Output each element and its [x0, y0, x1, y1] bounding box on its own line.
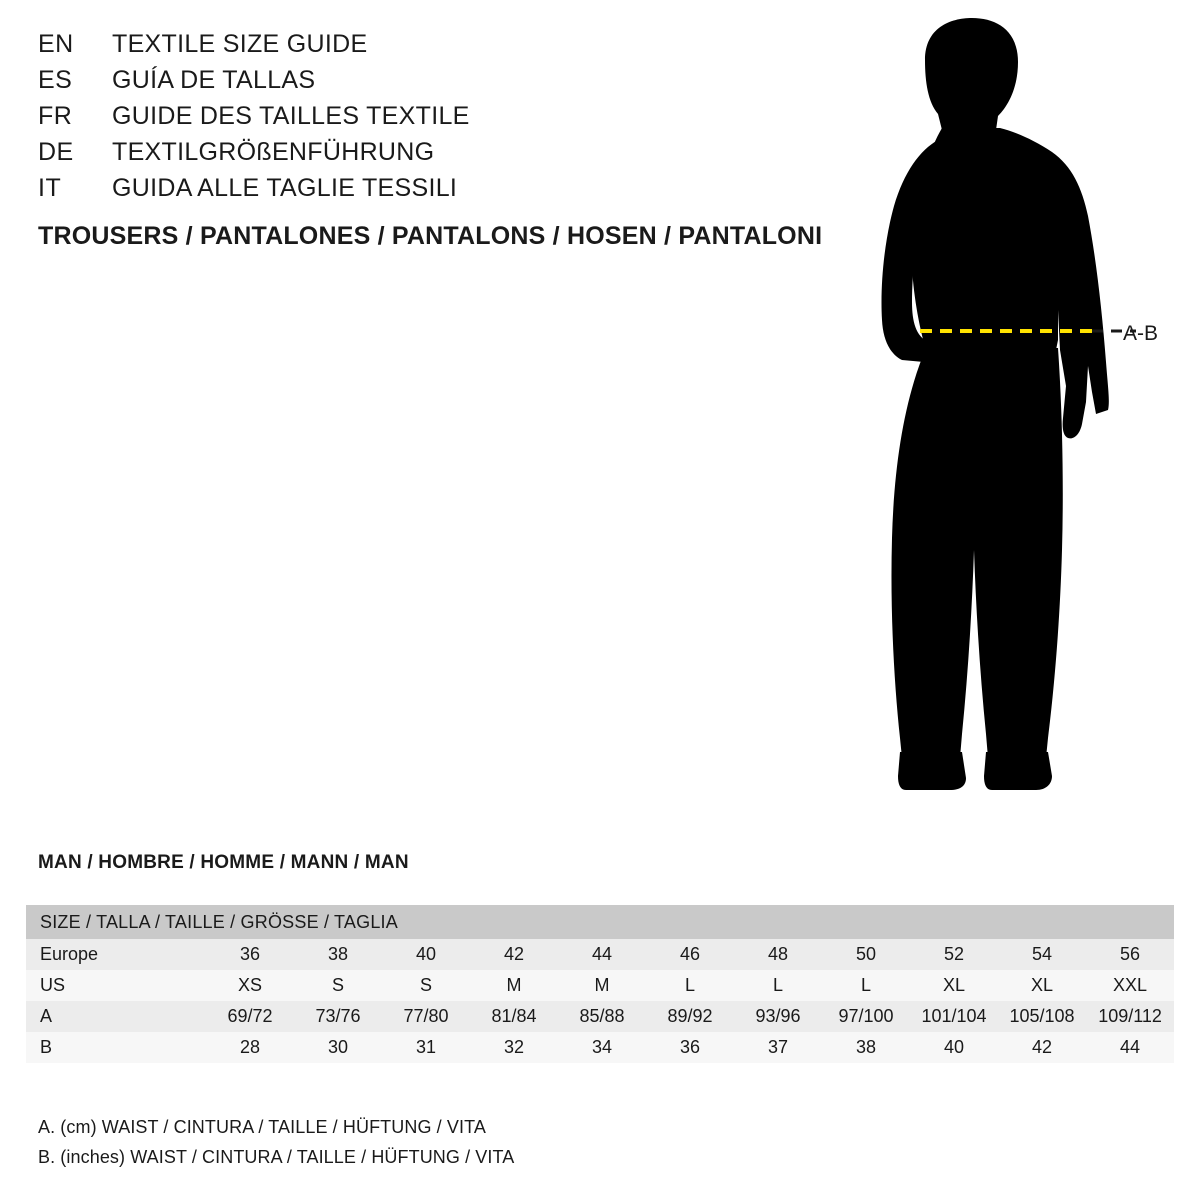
language-row: [38, 174, 798, 210]
table-cell: 109/112: [1098, 1006, 1162, 1026]
language-text: GUIDE DES TAILLES TEXTILE: [112, 102, 470, 130]
table-cell: 42: [503, 944, 525, 964]
table-cell: 28: [239, 1037, 261, 1057]
language-text: GUÍA DE TALLAS: [112, 66, 316, 94]
table-cell: 31: [415, 1037, 437, 1057]
table-header-row: [26, 905, 1174, 939]
language-row: [38, 138, 798, 174]
footnote-a: A. (cm) WAIST / CINTURA / TAILLE / HÜFTUNG / VITA: [38, 1117, 486, 1137]
figure-area: [820, 10, 1200, 800]
language-code: ES: [38, 66, 73, 94]
table-cell: M: [594, 975, 610, 995]
table-cell: 54: [1031, 944, 1053, 964]
table-cell: 56: [1120, 944, 1141, 964]
language-code: DE: [38, 138, 74, 166]
table-cell: 81/84: [491, 1006, 537, 1026]
table-cell: 50: [855, 944, 877, 964]
table-cell: 44: [1120, 1037, 1141, 1057]
garment-type-title: TROUSERS / PANTALONES / PANTALONS / HOSEN / PANTALONI: [38, 222, 823, 250]
table-cell: 34: [591, 1037, 613, 1057]
language-code: FR: [38, 102, 73, 130]
table-cell: 48: [767, 944, 789, 964]
row-label: US: [40, 975, 66, 995]
table-cell: 40: [943, 1037, 965, 1057]
footnote-b: B. (inches) WAIST / CINTURA / TAILLE / HÜFTUNG / VITA: [38, 1147, 515, 1167]
table-header-label: SIZE / TALLA / TAILLE / GRÖSSE / TAGLIA: [26, 905, 1174, 939]
table-cell: 46: [679, 944, 701, 964]
table-row: [26, 1032, 1174, 1063]
table-cell: 89/92: [667, 1006, 713, 1026]
table-cell: XL: [942, 975, 966, 995]
table-cell: 36: [239, 944, 261, 964]
table-cell: 38: [855, 1037, 877, 1057]
male-silhouette-icon: [820, 10, 1200, 800]
table-row: [26, 1001, 1174, 1032]
table-cell: 52: [943, 944, 965, 964]
footnotes: [38, 1112, 514, 1172]
language-text: TEXTILGRÖßENFÜHRUNG: [112, 138, 435, 166]
language-code: EN: [38, 30, 74, 58]
language-row: [38, 102, 798, 138]
language-row: [38, 66, 798, 102]
table-row: [26, 970, 1174, 1001]
row-label: Europe: [40, 944, 99, 964]
table-cell: XXL: [1113, 975, 1148, 995]
table-cell: S: [419, 975, 432, 995]
table-cell: 38: [327, 944, 349, 964]
table-cell: 32: [503, 1037, 525, 1057]
table-cell: 42: [1031, 1037, 1053, 1057]
table-cell: 37: [767, 1037, 789, 1057]
table-cell: 97/100: [838, 1006, 894, 1026]
measure-label-ab: A-B: [1123, 322, 1159, 345]
row-label: A: [40, 1006, 53, 1026]
section-label-man: MAN / HOMBRE / HOMME / MANN / MAN: [38, 852, 409, 873]
table-cell: 101/104: [921, 1006, 987, 1026]
table-cell: XS: [237, 975, 262, 995]
table-cell: 30: [327, 1037, 349, 1057]
row-label: B: [40, 1037, 53, 1057]
table-cell: 93/96: [755, 1006, 801, 1026]
table-cell: 105/108: [1009, 1006, 1075, 1026]
language-row: [38, 30, 798, 66]
table-cell: 73/76: [315, 1006, 361, 1026]
table-cell: S: [331, 975, 344, 995]
language-header-block: [38, 30, 798, 210]
table-cell: XL: [1030, 975, 1054, 995]
table-cell: 44: [591, 944, 613, 964]
table-row: [26, 939, 1174, 970]
language-code: IT: [38, 174, 62, 202]
language-text: GUIDA ALLE TAGLIE TESSILI: [112, 174, 458, 202]
table-cell: L: [772, 975, 783, 995]
table-cell: 85/88: [579, 1006, 625, 1026]
table-cell: 40: [415, 944, 437, 964]
table-cell: 69/72: [227, 1006, 273, 1026]
table-cell: 77/80: [403, 1006, 449, 1026]
size-table: [26, 905, 1174, 1063]
language-text: TEXTILE SIZE GUIDE: [112, 30, 368, 58]
table-cell: L: [684, 975, 695, 995]
table-cell: M: [506, 975, 522, 995]
table-cell: L: [860, 975, 871, 995]
table-cell: 36: [679, 1037, 701, 1057]
